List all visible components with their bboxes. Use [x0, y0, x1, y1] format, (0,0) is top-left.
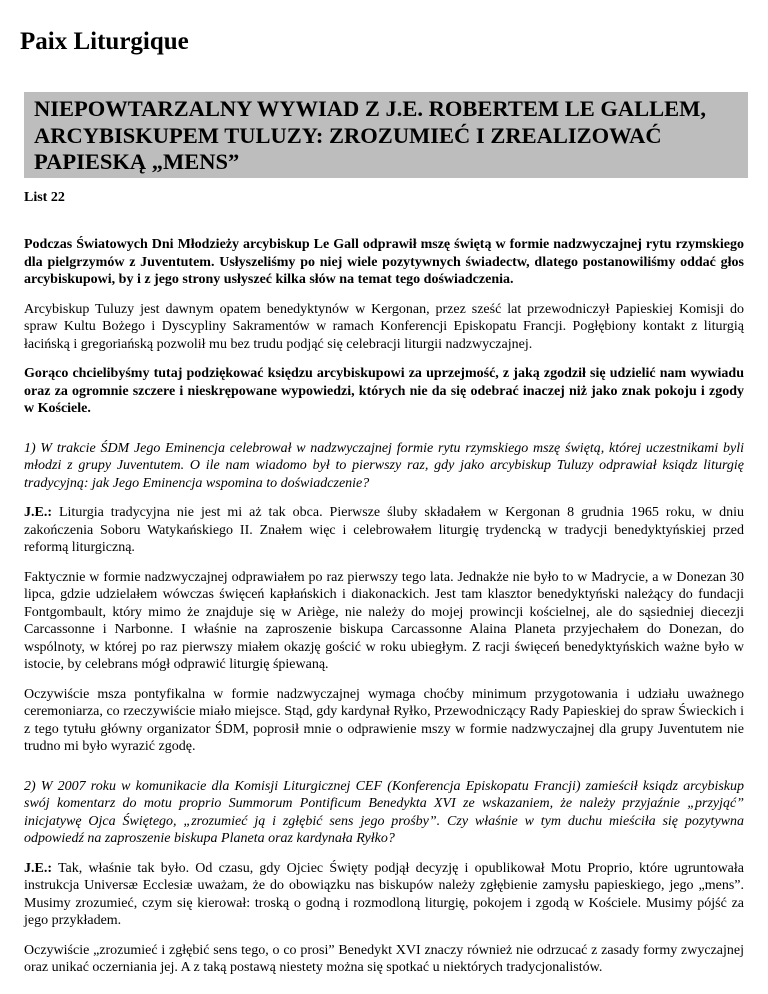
question-2: 2) W 2007 roku w komunikacie dla Komisji Liturgicznej CEF (Konferencja Episkopatu Francji) zamieścił ksiądz arcybiskup swój komentarz do motu proprio Summorum Pontificum Benedykta XVI ze wskazaniem, że należy przyjaźnie „przyjąć” inicjatywę Ojca Świętego, „zrozumieć ją i zgłębić sens jego prośby”. Czy właśnie w tym duchu mieściła się pozytywna odpowiedź na zaproszenie biskupa Planeta oraz kardynała Ryłko?	[24, 778, 744, 846]
speaker-label: J.E.:	[24, 505, 52, 520]
list-label: List 22	[24, 190, 65, 205]
answer-1-paragraph-1	[24, 504, 744, 557]
intro-paragraph: Arcybiskup Tuluzy jest dawnym opatem benedyktynów w Kergonan, przez sześć lat przewodniczył Papieskiej Komisji do spraw Kultu Bożego i Dyscypliny Sakramentów w ramach Konferencji Episkopatu Francji. Pogłębiony kontakt z liturgią łacińską i gregoriańską pozwolił mu bez trudu podjąć się celebracji liturgii nadzwyczajnej.	[24, 301, 744, 352]
answer-1-paragraph-3: Oczywiście msza pontyfikalna w formie nadzwyczajnej wymaga choćby minimum przygotowania i udziału uważnego ceremoniarza, co rzeczywiście miało miejsce. Stąd, gdy kardynał Ryłko, Przewodniczący Rady Papieskiej do spraw Świeckich i z tego tytułu główny organizator ŚDM, poprosił mnie o odprawienie mszy w formie nadzwyczajnej dla grupy Juventutem nie trudno mi było wyrazić zgodę.	[24, 686, 744, 754]
answer-2-paragraph-2: Oczywiście „zrozumieć i zgłębić sens tego, o co prosi” Benedykt XVI znaczy również nie odrzucać z zasady formy zwyczajnej oraz unikać oczerniania jej. A z taką postawą niestety można się spotkać u niektórych tradycjonalistów.	[24, 942, 744, 975]
question-1: 1) W trakcie ŚDM Jego Eminencja celebrował w nadzwyczajnej formie rytu rzymskiego mszę świętą, której uczestnikami byli młodzi z grupy Juventutem. O ile nam wiadomo był to pierwszy raz, gdy jako arcybiskup Tuluzy odprawiał ksiądz liturgię tradycyjną: jak Jego Eminencja wspomina to doświadczenie?	[24, 440, 744, 491]
answer-1-text-1: Liturgia tradycyjna nie jest mi aż tak obca. Pierwsze śluby składałem w Kergonan 8 grudnia 1965 roku, w dniu zakończenia Soboru Watykańskiego II. Znałem więc i celebrowałem liturgię trydencką w tradycji benedyktyńskiej przed reformą liturgiczną.	[24, 505, 744, 555]
speaker-label: J.E.:	[24, 860, 52, 876]
answer-2-paragraph-1	[24, 860, 744, 930]
thanks-paragraph: Gorąco chcielibyśmy tutaj podziękować księdzu arcybiskupowi za uprzejmość, z jaką zgodził się udzielić nam wywiadu oraz za ogromnie szczere i nieskrępowane wypowiedzi, których nie da się odebrać inaczej niż jako znak pokoju i zgody w Kościele.	[24, 366, 744, 416]
lead-paragraph: Podczas Światowych Dni Młodzieży arcybiskup Le Gall odprawił mszę świętą w formie nadzwyczajnej rytu rzymskiego dla pielgrzymów z Juventutem. Usłyszeliśmy po niej wiele pozytywnych świadectw, dlatego postanowiliśmy oddać głos arcybiskupowi, by i z jego strony usłyszeć kilka słów na temat tego doświadczenia.	[24, 237, 744, 287]
site-title: Paix Liturgique	[20, 28, 189, 55]
article-body	[24, 236, 744, 989]
article-title: NIEPOWTARZALNY WYWIAD Z J.E. ROBERTEM LE GALLEM, ARCYBISKUPEM TULUZY: ZROZUMIEĆ I ZREALIZOWAĆ PAPIESKĄ „MENS”	[34, 96, 707, 174]
article-title-box	[24, 92, 748, 178]
answer-2-text-1: Tak, właśnie tak było. Od czasu, gdy Ojciec Święty podjął decyzję i opublikował Motu Proprio, które ugruntowała instrukcja Universæ Ecclesiæ uważam, że do obowiązku nas biskupów należy zgłębienie zamysłu papieskiego, jego „mens”. Musimy zrozumieć, czym się kierował: troską o godną i rozmodloną liturgię, pokojem i zgodą w Kościele. Musimy pójść za jego przykładem.	[24, 860, 745, 928]
answer-1-paragraph-2: Faktycznie w formie nadzwyczajnej odprawiałem po raz pierwszy tego lata. Jednakże nie było to w Madrycie, a w Donezan 30 lipca, gdzie udzielałem wówczas święceń kapłańskich i diakonackich. Jest tam klasztor benedyktyński należący do fundacji Fontgombault, który mimo że znajduje się w Ariège, nie należy do mojej prowincji kościelnej, ale do sąsiedniej diecezji Carcassonne i Narbonne. I właśnie na zaproszenie biskupa Carcassonne Alaina Planeta przyjechałem do Donezan, do wspólnoty, w której po raz pierwszy miałem okazję gościć w roku ubiegłym. Z racji święceń benedyktyńskich ważne było w istocie, by celebrans mógł odprawić liturgię śpiewaną.	[24, 569, 744, 672]
